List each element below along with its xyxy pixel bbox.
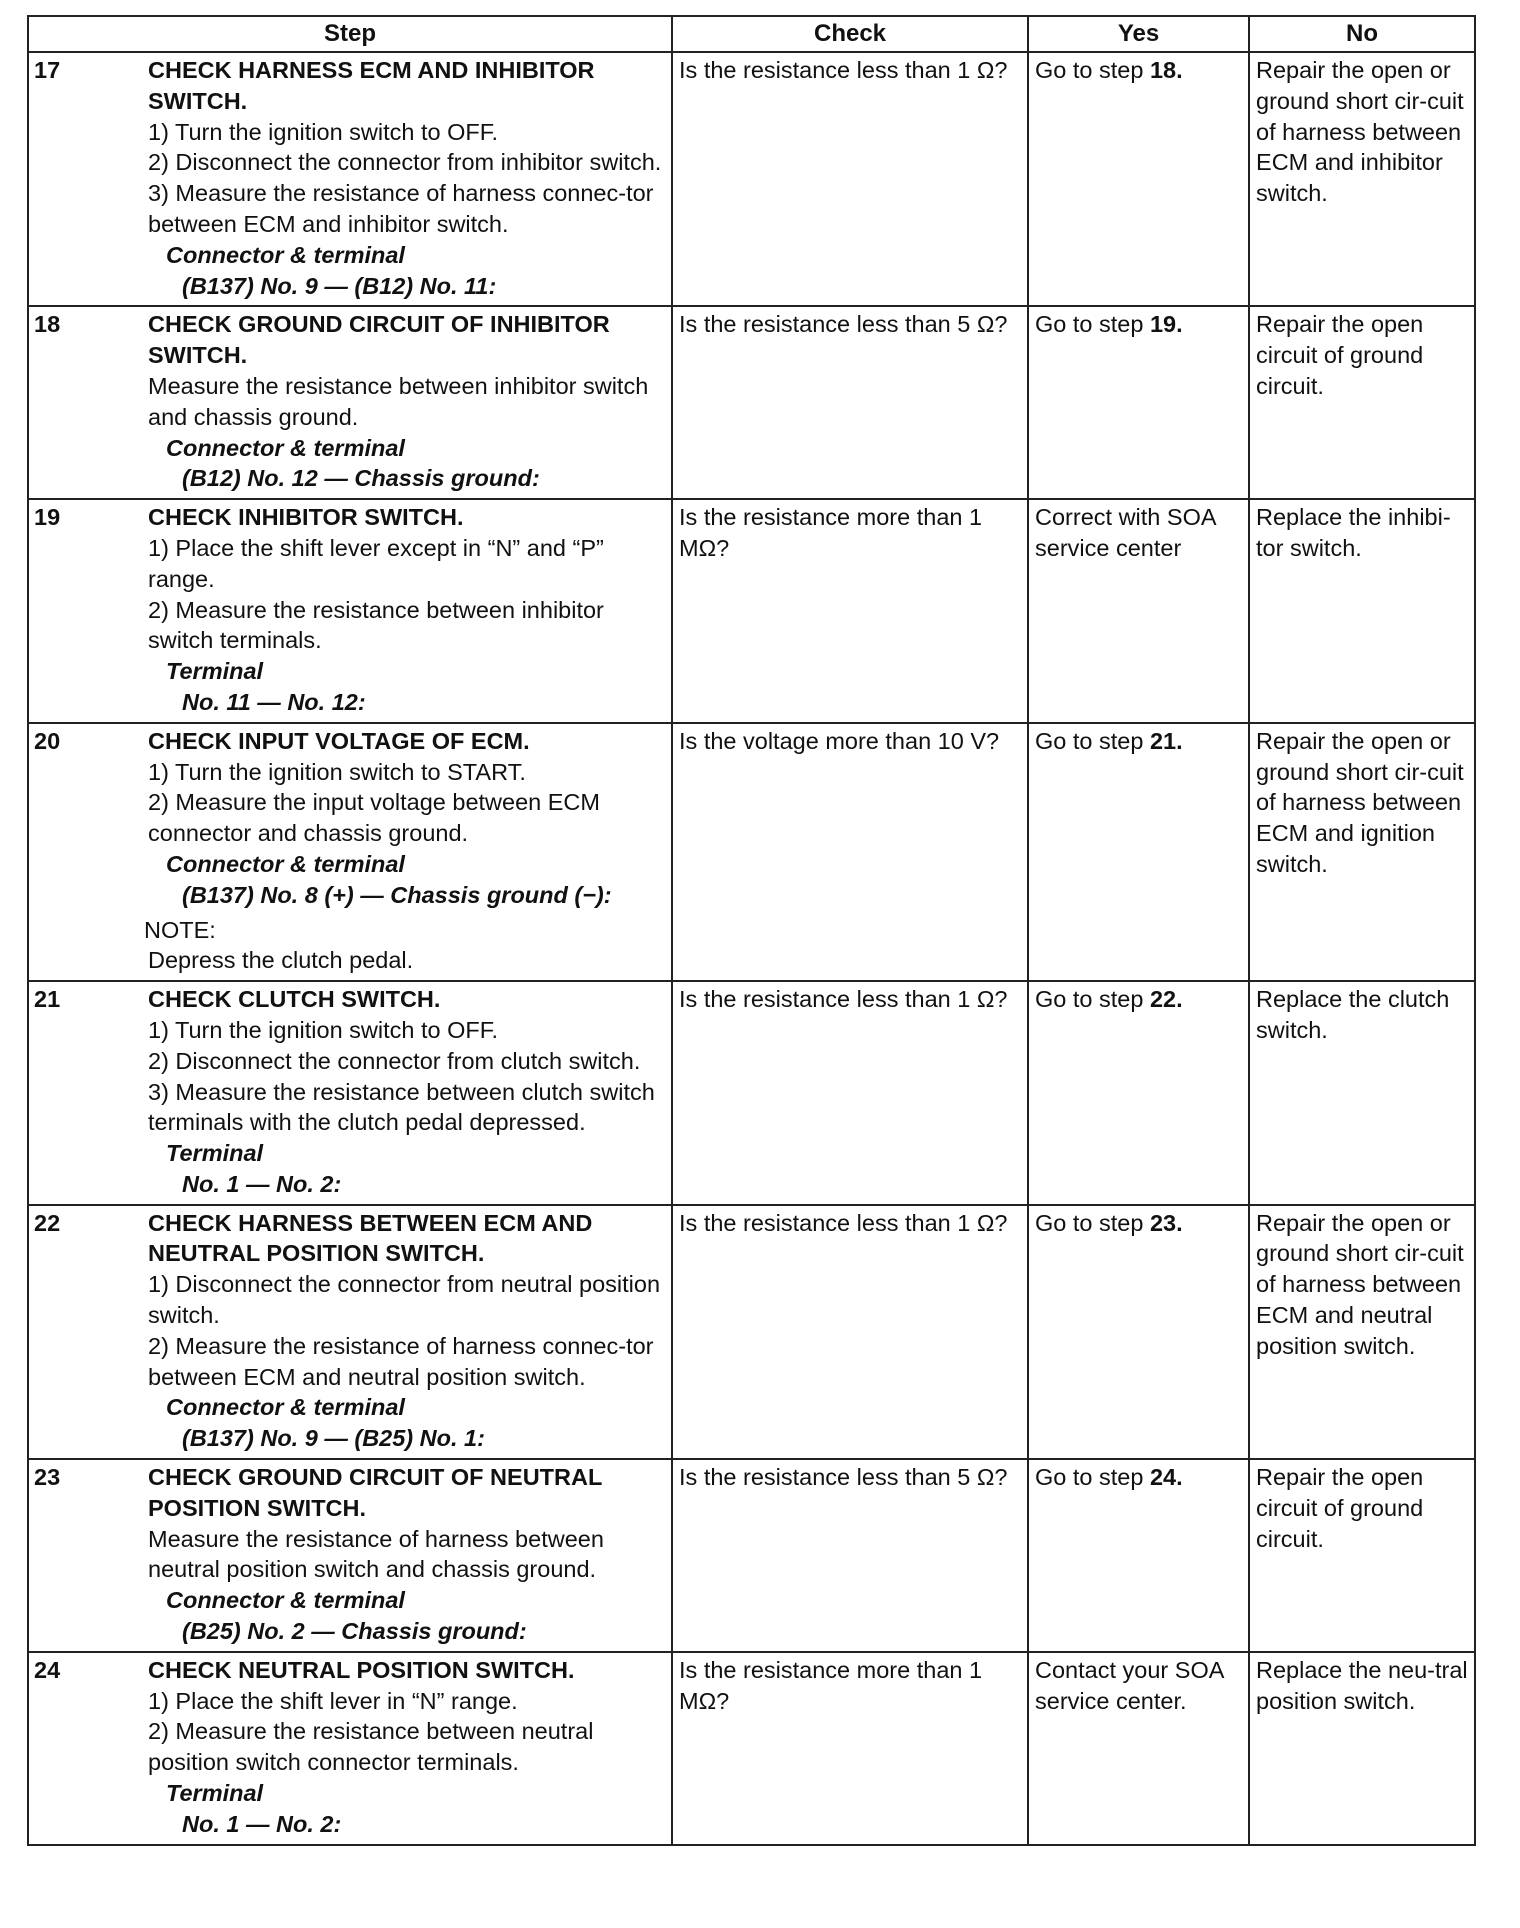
spec-label: Connector & terminal (166, 241, 405, 268)
step-instruction: 1) Place the shift lever except in “N” and “P” range. (148, 534, 604, 592)
spec-value: No. 1 — No. 2: (182, 1810, 342, 1837)
step-title: CHECK GROUND CIRCUIT OF INHIBITOR SWITCH. (148, 311, 610, 369)
step-number: 19 (28, 499, 148, 723)
spec-label: Connector & terminal (166, 434, 405, 461)
spec-label: Connector & terminal (166, 1587, 405, 1614)
step-title: CHECK NEUTRAL POSITION SWITCH. (148, 1656, 575, 1683)
yes-step-number: 18. (1149, 57, 1183, 83)
spec-value: (B137) No. 8 (+) — Chassis ground (−): (182, 881, 612, 908)
yes-cell (1028, 499, 1249, 723)
no-cell: Repair the open or ground short cir-cuit of harness between ECM and neutral position switch. (1249, 1205, 1475, 1459)
step-title: CHECK INPUT VOLTAGE OF ECM. (148, 727, 530, 754)
step-cell (148, 1652, 672, 1845)
check-cell: Is the resistance less than 5 Ω? (672, 306, 1028, 499)
yes-step-number: 22. (1149, 986, 1183, 1013)
table-row (28, 499, 1475, 723)
yes-cell (1028, 52, 1249, 306)
spec-value: No. 11 — No. 12: (182, 688, 366, 715)
spec-label: Terminal (166, 658, 264, 685)
yes-cell (1028, 1459, 1249, 1652)
yes-cell (1028, 1205, 1249, 1459)
no-cell: Replace the neu-tral position switch. (1249, 1652, 1475, 1845)
table-header (28, 16, 1475, 52)
table-row (28, 52, 1475, 306)
yes-step-number: 19. (1149, 311, 1183, 338)
table-row (28, 306, 1475, 499)
step-instruction: 2) Measure the resistance between neutral position switch connector terminals. (148, 1718, 594, 1776)
spec-label: Terminal (166, 1780, 264, 1807)
step-number: 17 (28, 52, 148, 306)
step-instruction: 1) Turn the ignition switch to OFF. (148, 118, 499, 145)
yes-step-number: 24. (1149, 1464, 1183, 1491)
step-instruction: 2) Disconnect the connector from inhibitor switch. (148, 149, 662, 176)
table-row (28, 1459, 1475, 1652)
step-cell (148, 499, 672, 723)
step-instruction: 1) Turn the ignition switch to OFF. (148, 1016, 499, 1043)
step-title: CHECK CLUTCH SWITCH. (148, 986, 441, 1013)
check-cell: Is the resistance less than 1 Ω? (672, 52, 1028, 306)
step-number: 24 (28, 1652, 148, 1845)
table-row (28, 1205, 1475, 1459)
diagnostic-table (27, 15, 1476, 1846)
spec-value: (B137) No. 9 — (B25) No. 1: (182, 1425, 485, 1452)
spec-label: Connector & terminal (166, 1394, 405, 1421)
step-instruction: 1) Disconnect the connector from neutral position switch. (148, 1271, 661, 1329)
yes-cell (1028, 981, 1249, 1205)
step-number: 23 (28, 1459, 148, 1652)
yes-text: Go to step (1035, 727, 1150, 754)
step-cell (148, 981, 672, 1205)
yes-step-number: 23. (1149, 1209, 1183, 1236)
yes-cell (1028, 1652, 1249, 1845)
step-cell (148, 306, 672, 499)
spec-value: (B12) No. 12 — Chassis ground: (182, 465, 540, 492)
no-cell: Repair the open circuit of ground circuit. (1249, 1459, 1475, 1652)
header-row (28, 16, 1475, 52)
spec-value: (B137) No. 9 — (B12) No. 11: (182, 272, 497, 299)
no-cell: Replace the clutch switch. (1249, 981, 1475, 1205)
check-cell: Is the resistance more than 1 MΩ? (672, 1652, 1028, 1845)
no-cell: Replace the inhibi-tor switch. (1249, 499, 1475, 723)
check-cell: Is the resistance less than 1 Ω? (672, 981, 1028, 1205)
step-title: CHECK HARNESS ECM AND INHIBITOR SWITCH. (148, 57, 595, 114)
no-cell: Repair the open circuit of ground circuit. (1249, 306, 1475, 499)
step-title: CHECK GROUND CIRCUIT OF NEUTRAL POSITION SWITCH. (148, 1464, 602, 1521)
step-cell (148, 1459, 672, 1652)
header-check: Check (672, 16, 1028, 52)
spec-label: Connector & terminal (166, 850, 405, 877)
table-body (28, 52, 1475, 1845)
step-instruction: 2) Measure the input voltage between ECM connector and chassis ground. (148, 789, 600, 847)
yes-text: Go to step (1035, 1209, 1150, 1236)
table-row (28, 981, 1475, 1205)
note-label: NOTE: (144, 916, 216, 943)
check-cell: Is the voltage more than 10 V? (672, 723, 1028, 981)
step-number: 22 (28, 1205, 148, 1459)
diagnostic-table-container (27, 15, 1474, 1846)
yes-text: Go to step (1035, 57, 1150, 83)
yes-cell (1028, 306, 1249, 499)
step-cell (148, 1205, 672, 1459)
step-instruction: 2) Measure the resistance of harness connec-tor between ECM and neutral position switch. (148, 1332, 654, 1390)
yes-text: Go to step (1035, 1464, 1150, 1491)
step-number: 18 (28, 306, 148, 499)
step-title: CHECK INHIBITOR SWITCH. (148, 504, 464, 531)
header-no: No (1249, 16, 1475, 52)
spec-value: (B25) No. 2 — Chassis ground: (182, 1618, 527, 1645)
step-instruction: Measure the resistance of harness between neutral position switch and chassis ground. (148, 1525, 604, 1583)
step-instruction: Measure the resistance between inhibitor switch and chassis ground. (148, 372, 649, 430)
yes-text: Contact your SOA service center. (1035, 1656, 1224, 1714)
step-cell (144, 723, 672, 981)
step-title: CHECK HARNESS BETWEEN ECM AND NEUTRAL POSITION SWITCH. (148, 1209, 593, 1267)
step-instruction: 1) Turn the ignition switch to START. (148, 758, 526, 785)
check-cell: Is the resistance less than 1 Ω? (672, 1205, 1028, 1459)
check-cell: Is the resistance less than 5 Ω? (672, 1459, 1028, 1652)
no-cell: Repair the open or ground short cir-cuit of harness between ECM and ignition switch. (1249, 723, 1475, 981)
yes-text: Go to step (1035, 986, 1150, 1013)
yes-step-number: 21. (1149, 727, 1183, 754)
yes-cell (1028, 723, 1249, 981)
header-step: Step (28, 16, 672, 52)
step-cell (148, 52, 672, 306)
check-cell: Is the resistance more than 1 MΩ? (672, 499, 1028, 723)
step-instruction: 3) Measure the resistance of harness connec-tor between ECM and inhibitor switch. (148, 180, 654, 237)
step-instruction: 2) Measure the resistance between inhibitor switch terminals. (148, 596, 604, 654)
spec-label: Terminal (166, 1140, 264, 1167)
step-instruction: 1) Place the shift lever in “N” range. (148, 1687, 518, 1714)
spec-value: No. 1 — No. 2: (182, 1170, 342, 1197)
table-row (28, 1652, 1475, 1845)
step-number: 20 (28, 723, 148, 981)
step-number: 21 (28, 981, 148, 1205)
yes-text: Correct with SOA service center (1035, 504, 1216, 561)
note-text: Depress the clutch pedal. (148, 947, 414, 974)
table-row (28, 723, 1475, 981)
step-instruction: 2) Disconnect the connector from clutch switch. (148, 1047, 641, 1074)
no-cell: Repair the open or ground short cir-cuit of harness between ECM and inhibitor switch. (1249, 52, 1475, 306)
header-yes: Yes (1028, 16, 1249, 52)
step-instruction: 3) Measure the resistance between clutch switch terminals with the clutch pedal depressed. (148, 1078, 655, 1136)
yes-text: Go to step (1035, 311, 1150, 338)
